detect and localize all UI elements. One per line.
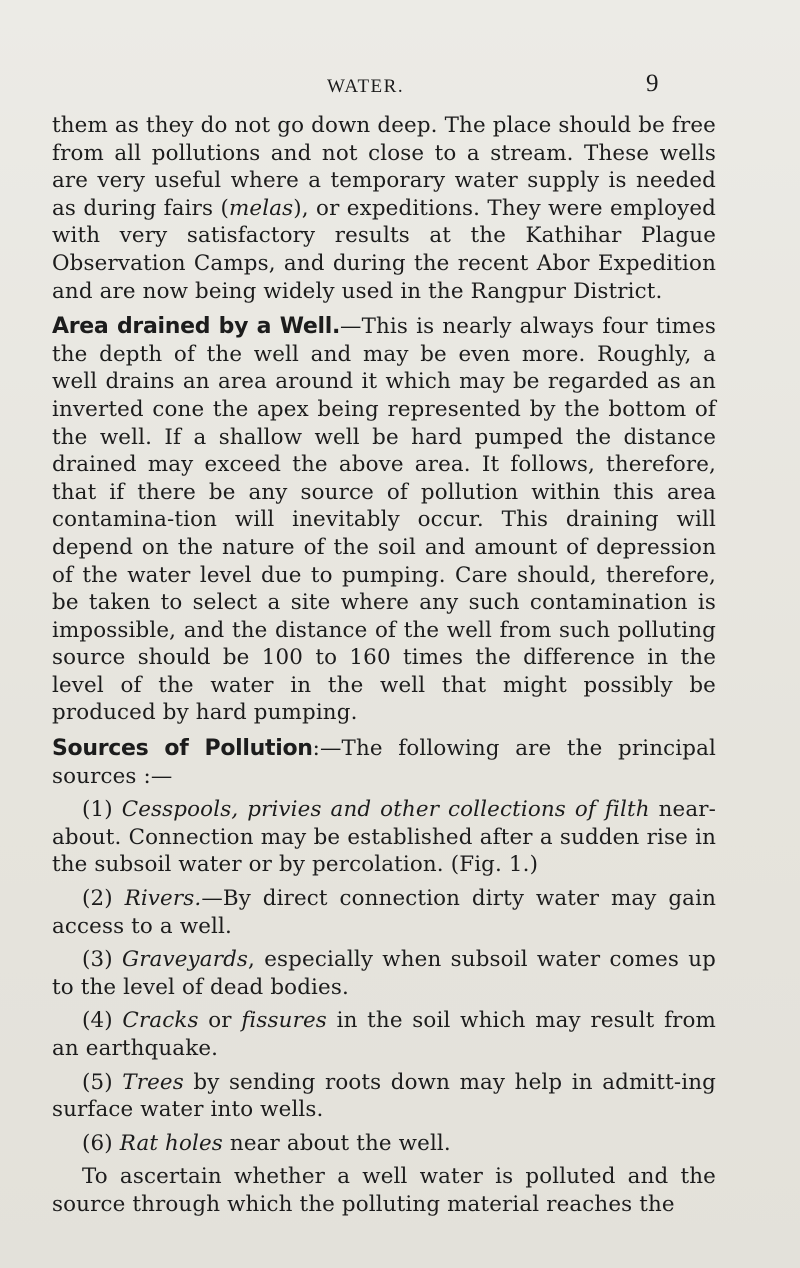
list-text: or [198,1008,242,1034]
list-item-cesspools [52,796,716,879]
list-term: Rat holes [119,1130,223,1156]
running-title: WATER. [327,76,405,97]
list-item-trees [52,1069,716,1124]
list-number: (1) [82,797,122,823]
list-number: (3) [82,947,122,973]
list-number: (6) [82,1130,120,1156]
list-term: Graveyards [122,947,249,973]
paragraph-text: them as they do not go down deep. The place should be free from all pollutions and not close to a stream. These wells are very useful where a temporary water supply is needed as during fairs ( [52,113,716,221]
section-heading-area-drained: Area drained by a Well. [52,314,341,340]
list-term: Trees [122,1069,184,1095]
list-text: near-about. Connection may be established after a sudden rise in the subsoil water or by percolation. (Fig. 1.) [52,797,717,878]
paragraph-closing [52,1163,716,1218]
list-term-secondary: fissures [241,1008,327,1034]
list-text: —By direct connection dirty water may gain access to a well. [52,886,716,939]
list-term: Rivers. [124,886,202,912]
list-number: (4) [82,1008,123,1034]
list-term: Cesspools, privies and other collections of filth [121,797,650,823]
italic-term-melas: melas [228,195,294,221]
paragraph-text: ), or expeditions. They were employed with very satisfactory results at the Kathihar Plague Observation Camps, and during the recent Abor Expedition and are now being widely used in the Rangpur District. [52,195,716,304]
paragraph-text: —This is nearly always four times the depth of the well and may be even more. Roughly, a well drains an area around it which may be regarded as an inverted cone the apex being represented by the bottom of the well. If a shallow well be hard pumped the distance drained may exceed the above area. It follows, therefore, that if there be any source of pollution within this area contamina-tion will inevitably occur. This draining will depend on the nature of the soil and amount of depression of the water level due to pumping. Care should, therefore, be taken to select a site where any such contamination is impossible, and the distance of the well from such polluting source should be 100 to 160 times the difference in the level of the water in the well that might possibly be produced by hard pumping. [52,314,716,726]
list-item-rivers [52,885,716,940]
paragraph-wells-continued [52,112,716,305]
running-header [0,70,800,100]
page-number: 9 [646,70,659,97]
paragraph-area-drained [52,313,716,727]
list-number: (2) [82,886,125,912]
list-text: , especially when subsoil water comes up to the level of dead bodies. [52,947,716,1000]
list-number: (5) [82,1069,123,1095]
list-item-cracks [52,1007,716,1062]
section-heading-sources-of-pollution: Sources of Pollution [52,736,313,762]
list-term: Cracks [122,1008,199,1034]
list-text: in the soil which may result from an earthquake. [52,1008,716,1061]
paragraph-text: To ascertain whether a well water is polluted and the source through which the polluting material reaches the [52,1164,716,1217]
list-item-graveyards [52,946,716,1001]
list-text: by sending roots down may help in admitt-ing surface water into wells. [52,1069,716,1123]
paragraph-text: :—The following are the principal sources :— [52,736,716,789]
page-body [52,112,716,1219]
list-item-rat-holes [52,1130,716,1158]
paragraph-sources-of-pollution [52,735,716,790]
list-text: near about the well. [222,1130,451,1156]
